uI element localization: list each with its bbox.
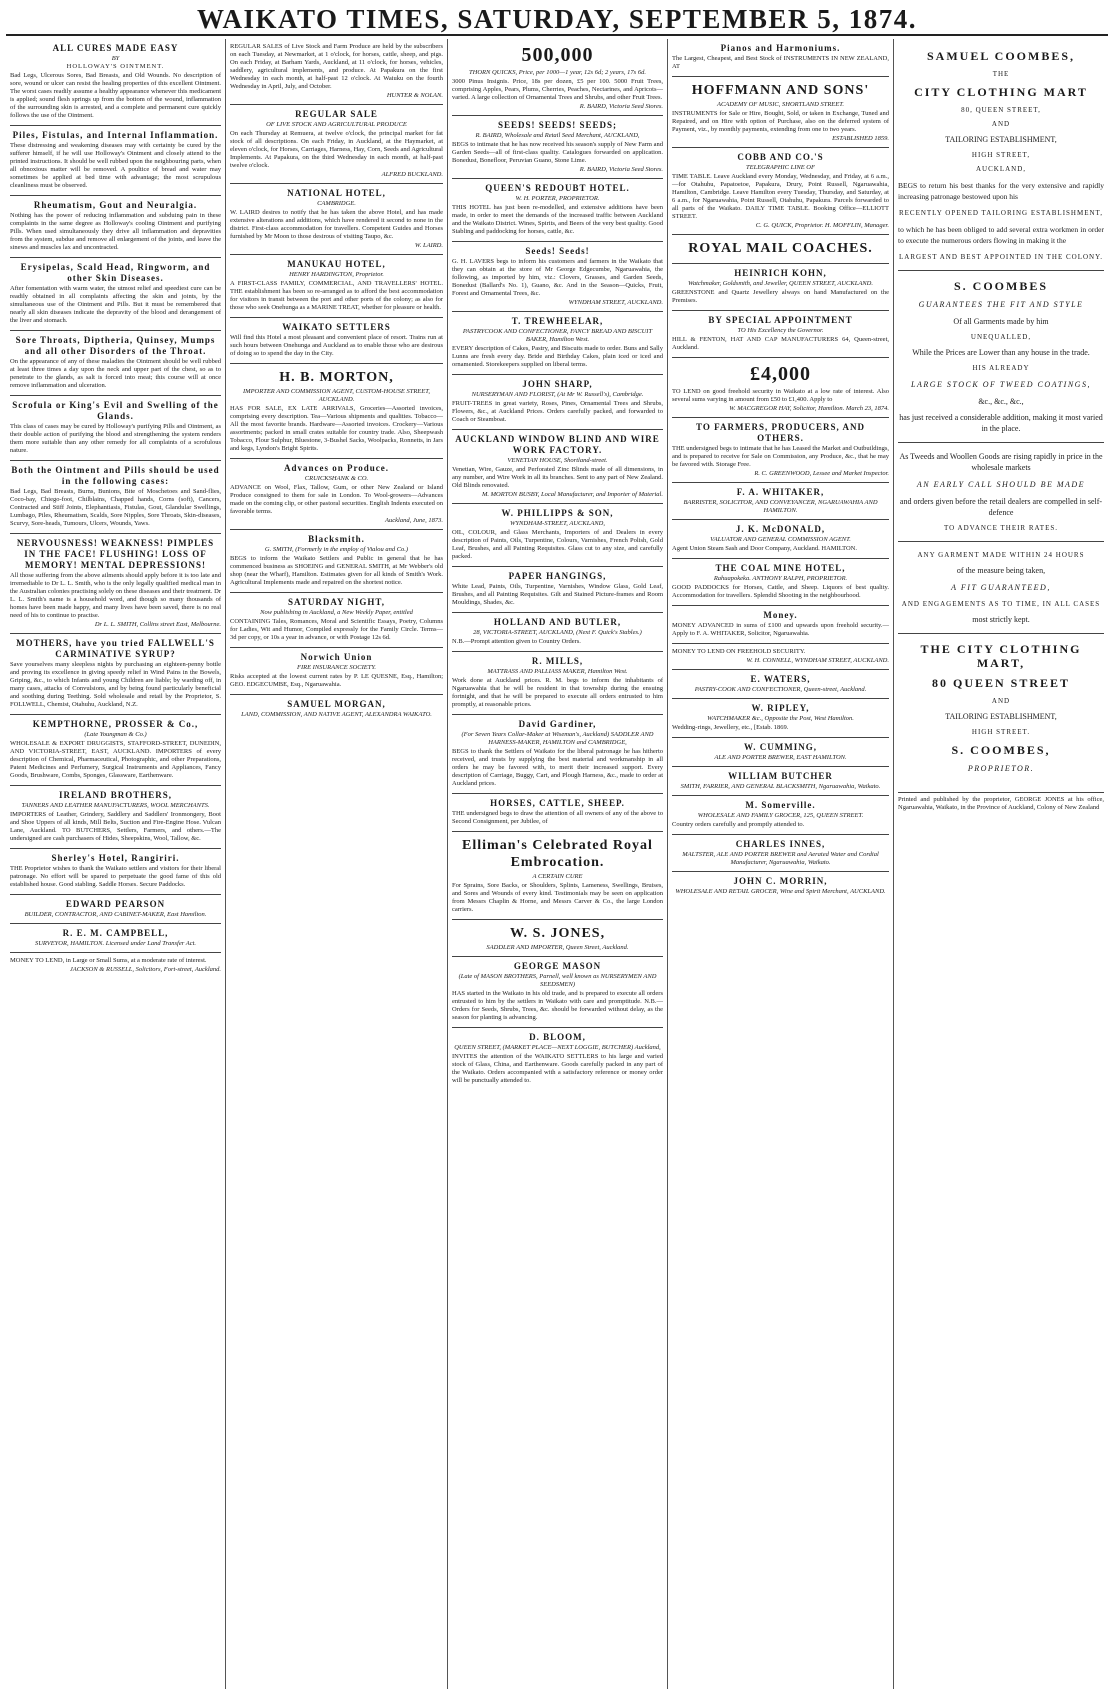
- ad-title: Both the Ointment and Pills should be used in the following cases:: [11, 465, 220, 486]
- ad-subtitle: PASTRYCOOK AND CONFECTIONER, FANCY BREAD AND BISCUIT BAKER, Hamilton West.: [462, 328, 653, 343]
- divider: [898, 270, 1104, 271]
- ad-subtitle: BY: [111, 55, 120, 62]
- ad-subtitle: WYNDHAM-STREET, AUCKLAND,: [510, 520, 605, 527]
- ad-title: W. CUMMING,: [744, 742, 817, 752]
- coombes-strictly: most strictly kept.: [972, 615, 1030, 624]
- advertisement: [672, 606, 889, 644]
- advertisement: [10, 786, 221, 849]
- ad-subtitle: BARRISTER, SOLICITOR, AND CONVEYANCER, NGARUAWAHIA AND HAMILTON.: [683, 499, 878, 514]
- ad-subtitle: BUILDER, CONTRACTOR, AND CABINET-MAKER, East Hamilton.: [24, 911, 207, 918]
- ad-subtitle: (For Seven Years Collar-Maker at Wiseman's, Auckland) SADDLER AND HARNESS-MAKER, HAMILTON and CAMBRIDGE,: [461, 731, 654, 746]
- ad-body-text: THE Proprietor wishes to thank the Waikato settlers and visitors for their liberal patronage. No effort will be spared to perpetuate the good fame of this old established house. Good stabling. Saddle Horses. Secure Paddocks.: [10, 865, 221, 888]
- ad-title: £4,000: [750, 363, 811, 385]
- ad-subtitle: Watchmaker, Goldsmith, and Jeweller, QUEEN STREET, AUCKLAND.: [688, 280, 873, 287]
- ad-body-text: ADVANCE on Wool, Flax, Tallow, Gum, or other New Zealand or Island Produce consigned to them for sale in London. To Wool-growers—Advances made on the coming clip, or other pastoral securities. English Indents executed on favorable terms.: [230, 484, 443, 515]
- coombes-auckland: AUCKLAND,: [975, 165, 1027, 173]
- ad-subtitle: WHOLESALE AND RETAIL GROCER, Wine and Spirit Merchant, AUCKLAND.: [675, 888, 886, 895]
- ad-title: EDWARD PEARSON: [65, 899, 166, 909]
- coombes-high-street: HIGH STREET,: [971, 151, 1031, 159]
- ad-subtitle: WATCHMAKER &c., Opposite the Post, West Hamilton.: [707, 715, 854, 722]
- ad-body-text: HAS started in the Waikato in his old trade, and is prepared to execute all orders entrusted to him by the settlers in Waikato with care and promptitude. N.B.—Orders for Seeds, Shrubs, Trees, &c. should be forwarded without delay, as the season for planting is advancing.: [452, 990, 663, 1021]
- divider: [898, 541, 1104, 542]
- advertisement: [10, 953, 221, 978]
- ad-signature: R. BAIRD, Victoria Seed Stores.: [579, 166, 663, 173]
- advertisement: [672, 835, 889, 872]
- ad-subtitle: WHOLESALE AND FAMILY GROCER, 125, QUEEN STREET.: [697, 812, 864, 819]
- coombes-already: HIS ALREADY: [972, 364, 1030, 372]
- ad-title: Rheumatism, Gout and Neuralgia.: [33, 200, 198, 210]
- ad-body-text: INSTRUMENTS for Sale or Hire, Bought, Sold, or taken in Exchange, Tuned and Repaired, and on Hire with option of Purchase, also on the deferred system of Payment, viz., by monthly payments, extending from one to two years.: [672, 110, 889, 133]
- advertisement: [452, 613, 663, 652]
- coombes-addition: has just received a considerable addition, making it most varied in the place.: [899, 413, 1103, 433]
- ad-subtitle: THORN QUICKS, Price, per 1000—1 year, 12s 6d; 2 years, 17s 6d.: [469, 69, 646, 76]
- coombes-title: SAMUEL COOMBES,: [926, 49, 1076, 63]
- ad-body-text: N.B.—Prompt attention given to Country Orders.: [452, 638, 581, 645]
- ad-title: WAIKATO SETTLERS: [282, 322, 391, 332]
- ad-body-text: On the appearance of any of these maladies the Ointment should be well rubbed at least three times a day upon the neck and upper part of the chest, so as to penetrate to the glands, as salt is forced into meat; this course will at once remove inflammation and ulceration.: [10, 358, 221, 389]
- ad-title: ALL CURES MADE EASY: [52, 43, 179, 53]
- ad-title: F. A. WHITAKER,: [736, 487, 825, 497]
- ad-signature: Auckland, June, 1873.: [385, 517, 443, 524]
- advertisement: [672, 418, 889, 483]
- ad-signature: ESTABLISHED 1859.: [832, 135, 889, 142]
- ad-subtitle: W. H. PORTER, PROPRIETOR.: [515, 195, 600, 202]
- ad-subtitle: SADDLER AND IMPORTER, Queen Street, Auckland.: [486, 944, 629, 951]
- ad-signature: R. C. GREENWOOD, Lessee and Market Inspector.: [754, 470, 889, 477]
- column-3: [448, 39, 668, 1689]
- ad-signature: WYNDHAM STREET, AUCKLAND.: [568, 299, 663, 306]
- coombes-largest: LARGEST AND BEST APPOINTED IN THE COLONY.: [898, 253, 1104, 261]
- ad-title: NERVOUSNESS! WEAKNESS! PIMPLES IN THE FACE! FLUSHING! LOSS OF MEMORY! MENTAL DEPRESSIONS!: [16, 538, 215, 570]
- ad-title: Seeds! Seeds!: [525, 246, 590, 256]
- columns: [6, 39, 1108, 1689]
- ad-title: E. WATERS,: [750, 674, 811, 684]
- advertisement: [10, 924, 221, 953]
- coombes-high-street-2: HIGH STREET.: [971, 728, 1031, 736]
- ad-body-text: BEGS to intimate that he has now received his season's supply of New Farm and Garden Seeds—all of first-class quality. Catalogues forwarded on application. Bonedust, Bonefloor, Peruvian Guano, Stone Lime.: [452, 141, 663, 164]
- ad-body-text: Bad Legs, Ulcerous Sores, Bad Breasts, and Old Wounds. No description of sore, wound or ulcer can resist the healing properties of this excellent Ointment. The worst cases readily assume a healthy appearance whenever this medicament is applied; sound flesh springs up from the bottom of the wound, inflammation of the surrounding skin is arrested, and a complete and permanent cure quickly follows the use of the Ointment.: [10, 72, 221, 119]
- ad-title: GEORGE MASON: [513, 961, 602, 971]
- coombes-proprietor: PROPRIETOR.: [967, 764, 1035, 773]
- coombes-mart-2: THE CITY CLOTHING MART,: [920, 642, 1082, 670]
- advertisement: [452, 794, 663, 832]
- ad-subtitle: OF LIVE STOCK AND AGRICULTURAL PRODUCE: [266, 121, 407, 128]
- advertisement: [452, 504, 663, 567]
- advertisement: [230, 648, 443, 695]
- ad-subtitle: (Late of MASON BROTHERS, Parnell, well known as NURSERYMEN AND SEEDSMEN): [458, 973, 657, 988]
- coombes-dealers: and orders given before the retail dealers are compelled in self-defence: [899, 497, 1103, 517]
- ad-body-text: REGULAR SALES of Live Stock and Farm Produce are held by the subscribers on each Tuesday, at Newmarket, at 1 o'clock, for horses, cattle, sheep, and pigs. On each Friday, at Barham Yards, Auckland, at 11 o'clock, for horses, vehicles, saddlery, agricultural implements, and produce. At Papakura on the first Wednesday in each month, at half-past 12 o'clock. At Waiuku on the fourth Wednesday in April, July, and October.: [230, 43, 443, 90]
- ad-title: QUEEN'S REDOUBT HOTEL.: [485, 183, 630, 193]
- ad-title: KEMPTHORNE, PROSSER & Co.,: [32, 719, 199, 729]
- advertisement: [452, 920, 663, 957]
- ad-subtitle: VENETIAN HOUSE, Shortland-street.: [507, 457, 608, 464]
- advertisement: [672, 483, 889, 520]
- ad-title: CHARLES INNES,: [735, 839, 826, 849]
- ad-body-text: GREENSTONE and Quartz Jewellery always on hand Manufactured on the Premises.: [672, 289, 889, 304]
- advertisement: [10, 895, 221, 924]
- ad-body-text: All those suffering from the above ailments should apply before it is too late and irremediable to Dr L. L. Smith, who is the only legally qualified medical man in the Australian colonies practising solely on these diseases and their treatment. Dr L. L. Smith's name is a household word, and though so many thousands of homes have been made happy, and many lives have been saved, there is no real need of his to continue to practise.: [10, 572, 221, 619]
- ad-subtitle: FIRE INSURANCE SOCIETY.: [296, 664, 377, 671]
- advertisement: [672, 872, 889, 900]
- ad-title: Erysipelas, Scald Head, Ringworm, and other Skin Diseases.: [20, 262, 211, 283]
- ad-signature: JACKSON & RUSSELL, Solicitors, Fort-street, Auckland.: [69, 966, 221, 973]
- ad-subtitle: SURVEYOR, HAMILTON. Licensed under Land Transfer Act.: [34, 940, 197, 947]
- ad-body-text: On each Thursday at Remuera, at twelve o'clock, the principal market for fat stock of all descriptions. On each Friday, in Auckland, at the Haymarket, at eleven o'clock, for Horses, Carriages, Harness, Hay, Corn, Seeds and Agricultural Implements. At Papakura, on the third Wednesday in each month, at half-past twelve o'clock.: [230, 130, 443, 169]
- ad-subtitle: PASTRY-COOK AND CONFECTIONER, Queen-street, Auckland.: [694, 686, 867, 693]
- ad-signature: HUNTER & NOLAN.: [386, 92, 443, 99]
- ad-title: REGULAR SALE: [295, 109, 378, 119]
- advertisement: [230, 318, 443, 364]
- ad-title: Norwich Union: [300, 652, 373, 662]
- ad-body-text: After fomentation with warm water, the utmost relief and speediest cure can be readily obtained in all complaints affecting the skin and joints, by the simultaneous use of the Ointment and Pills. But it must be remembered that nearly all skin diseases indicate the depravity of the blood and derangement of the liver and stomach.: [10, 285, 221, 324]
- ad-body-text: Bad Legs, Bad Breasts, Burns, Bunions, Bite of Moschetoes and Sand-flies, Coco-bay, Chiego-foot, Chilblains, Chapped hands, Corns (soft), Cancers, Contracted and Stiff Joints, Elephantiasis, Fistulas, Gout, Glandular Swellings, Lumbago, Piles, Rheumatism, Scalds, Sore Nipples, Sore Throats, Skin-diseases, Scurvy, Sore-heads, Tumours, Ulcers, Wounds, Yaws.: [10, 488, 221, 527]
- advertisement: [230, 184, 443, 255]
- divider: [898, 442, 1104, 443]
- ad-title: T. TREWHEELAR,: [511, 316, 604, 326]
- ad-body-text: Country orders carefully and promptly attended to.: [672, 821, 805, 828]
- advertisement: [230, 105, 443, 184]
- coombes-early-call: AN EARLY CALL SHOULD BE MADE: [916, 480, 1086, 489]
- ad-title: D. BLOOM,: [529, 1032, 586, 1042]
- ad-title: Elliman's Celebrated Royal Embrocation.: [462, 838, 653, 870]
- ad-subtitle: HENRY HARDINGTON, Proprietor.: [289, 271, 384, 278]
- column-5-coombes-advertisement: [894, 39, 1108, 1689]
- advertisement: [452, 375, 663, 430]
- column-1: [6, 39, 226, 1689]
- advertisement: [10, 534, 221, 634]
- advertisement: [672, 264, 889, 311]
- advertisement: [672, 670, 889, 699]
- coombes-name-2: S. COOMBES,: [951, 743, 1051, 757]
- ad-signature: W. LAIRD.: [414, 242, 443, 249]
- ad-subtitle: (Late Youngman & Co.): [84, 731, 147, 738]
- ad-body-text: THIS HOTEL has just been re-modelled, and extensive additions have been made, in order to meet the demands of the increased traffic between Auckland and the Waikato District. Wines, Spirits, and Beers of the very best quality. Good Stabling and paddocking for horses, cattle, &c.: [452, 204, 663, 235]
- ad-subtitle: G. SMITH, (Formerly in the employ of Vialou and Co.): [264, 546, 409, 553]
- ad-body-text: These distressing and weakening diseases may with certainty be cured by the sufferer himself, if he will use Holloway's Ointment and closely attend to the printed instructions. It should be well rubbed upon the neighbouring parts, when all obnoxious matter will be removed. A poultice of bread and water may sometimes be applied at bed time with advantage; the most scrupulous cleanliness must be observed.: [10, 142, 221, 189]
- ad-title: R. E. M. CAMPBELL,: [62, 928, 169, 938]
- ad-title: 500,000: [521, 44, 594, 66]
- ad-subtitle: QUEEN STREET, (MARKET PLACE—NEXT LOGGIE, BUTCHER) Auckland,: [454, 1044, 661, 1051]
- coombes-large-stock: LARGE STOCK OF TWEED COATINGS,: [911, 380, 1091, 389]
- ad-title: Sherley's Hotel, Rangiriri.: [51, 853, 180, 863]
- ad-subtitle-2: HOLLOWAY'S OINTMENT.: [66, 63, 165, 70]
- coombes-garments: Of all Garments made by him: [953, 317, 1049, 326]
- advertisement: [10, 461, 221, 534]
- ad-subtitle: VALUATOR AND GENERAL COMMISSION AGENT.: [710, 536, 851, 543]
- ad-body-text: MONEY TO LEND ON FREEHOLD SECURITY.: [672, 648, 806, 655]
- advertisement: [452, 312, 663, 375]
- advertisement: [452, 179, 663, 242]
- advertisement: [10, 258, 221, 331]
- advertisement: [10, 331, 221, 396]
- ad-subtitle: Rahuapokeka. ANTHONY RALPH, PROPRIETOR.: [713, 575, 848, 582]
- column-2: [226, 39, 448, 1689]
- ad-title: W. S. JONES,: [509, 926, 606, 941]
- advertisement: [452, 715, 663, 794]
- advertisement: [10, 196, 221, 258]
- ad-subtitle: TANNERS AND LEATHER MANUFACTURERS, WOOL MERCHANTS.: [21, 802, 210, 809]
- ad-body-text: IMPORTERS of Leather, Grindery, Saddlery and Saddlers' Ironmongery, Boot and Shoe Uppers of all kinds, Mill Belts, Suction and Fire-Engine Hose. Vulcan Lane, Auckland. TO BUTCHERS, Settlers, Farmers, and others.—The undersigned are cash purchasers of Hides, Sheepskins, Wool, Tallow, &c.: [10, 811, 221, 842]
- coombes-tailoring-2: TAILORING ESTABLISHMENT,: [945, 712, 1057, 721]
- advertisement: [672, 148, 889, 235]
- ad-signature: Dr L. L. SMITH, Collins street East, Melbourne.: [94, 621, 221, 628]
- ad-body-text: WHOLESALE & EXPORT DRUGGISTS, STAFFORD-STREET, DUNEDIN, AND VICTORIA-STREET, EAST, AUCKLAND. IMPORTERS of every description of Chemical, Pharmaceutical, Photographic, and other Preparations, Patent Medicines and Perfumery, Surgical Instruments and Appliances, Fancy Goods, Brushware, Combs, Sponges, Glassware, Earthenware.: [10, 740, 221, 779]
- advertisement: [10, 126, 221, 196]
- ad-subtitle: MALTSTER, ALE AND PORTER BREWER and Aerated Water and Cordial Manufacturer, Ngaruawahia, Waikato.: [682, 851, 879, 866]
- ad-title: TO FARMERS, PRODUCERS, AND OTHERS.: [696, 422, 865, 443]
- advertisement: [672, 796, 889, 835]
- coombes-24-hours: ANY GARMENT MADE WITHIN 24 HOURS: [917, 551, 1085, 559]
- ad-title: MOTHERS, have you tried FALLWELL'S CARMINATIVE SYRUP?: [16, 638, 215, 659]
- ad-subtitle: ACADEMY OF MUSIC, SHORTLAND STREET.: [717, 101, 844, 108]
- ad-title: THE COAL MINE HOTEL,: [715, 563, 846, 573]
- ad-subtitle: TO His Excellency the Governor.: [737, 327, 824, 334]
- advertisement: [672, 235, 889, 264]
- ad-title: HORSES, CATTLE, SHEEP.: [490, 798, 625, 808]
- masthead: WAIKATO TIMES, SATURDAY, SEPTEMBER 5, 1874.: [6, 4, 1108, 36]
- advertisement: [452, 567, 663, 613]
- ad-signature: W. H. CONNELL, WYNDHAM STREET, AUCKLAND.: [746, 657, 889, 664]
- ad-title: JOHN C. MORRIN,: [733, 876, 828, 886]
- advertisement: [672, 767, 889, 796]
- advertisement: [452, 652, 663, 715]
- ad-subtitle: LAND, COMMISSION, AND NATIVE AGENT, ALEXANDRA WAIKATO.: [241, 711, 432, 718]
- advertisement: [230, 530, 443, 593]
- imprint-footer: Printed and published by the proprietor, GEORGE JONES at his office, Ngaruawahia, Waikato, in the Province of Auckland, Colony of New Zealand: [898, 792, 1104, 812]
- coombes-and: AND: [991, 120, 1011, 128]
- coombes-advertisement: [898, 39, 1104, 784]
- ad-title: BY SPECIAL APPOINTMENT: [708, 315, 853, 325]
- ad-body-text: MONEY TO LEND, in Large or Small Sums, at a moderate rate of interest.: [10, 957, 207, 964]
- advertisement: [672, 77, 889, 148]
- advertisement: [672, 644, 889, 670]
- ad-body-text: CONTAINING Tales, Romances, Moral and Scientific Essays, Poetry, Columns for Ladies, Wit and Humor, Compiled expressly for the Family Circle. Terms—3d per copy, or 10s a year in advance, or with Postage 12s 6d.: [230, 618, 443, 641]
- ad-body-text: BEGS to inform the Waikato Settlers and Public in general that he has commenced business as SHOEING and GENERAL SMITH, at Mr Webber's old shop (near the Wharf), Hamilton. Estimates given for all kinds of Smith's Work. Agricultural Implements made and repaired on the shortest notice.: [230, 555, 443, 586]
- ad-title: W. RIPLEY,: [751, 703, 810, 713]
- ad-body-text: Save yourselves many sleepless nights by purchasing an eighteen-penny bottle and proving its excellence in giving speedy relief in Wind Pains in the Bowels, Griping, &c., to which Infants and young Children are liable; by warding off, in many cases, attacks of Convulsions, and by being found particularly beneficial and soothing during Teething. Sold wholesale and retail by the Proprietor, S. FOLLWELL, Chemist, Otahuhu, Auckland, N.Z.: [10, 661, 221, 708]
- ad-body-text: HAS FOR SALE, EX LATE ARRIVALS, Groceries—Assorted invoices, comprising every description. Tea—Various shipments and qualities. Tobacco—All the most favorite brands. Hardware—Assorted invoices. Crockery—Various assortments; packed in small crates suitable for country trade. Also, Sheepwash Tobacco, Flour Sulphur, Bluestone, 3-Bushel Sacks, Woolpacks, Ronnetts, in Jars and kegs, Lyndon's Bright Spirits.: [230, 405, 443, 452]
- advertisement: [10, 849, 221, 895]
- coombes-unequalled: UNEQUALLED,: [970, 333, 1032, 341]
- coombes-fit: A FIT GUARANTEED,: [951, 583, 1051, 592]
- ad-title: M. Somerville.: [745, 800, 816, 810]
- ad-title: Blacksmith.: [308, 534, 365, 544]
- ad-signature: R. BAIRD, Victoria Seed Stores.: [579, 103, 663, 110]
- advertisement: [10, 396, 221, 461]
- ad-title: Money.: [763, 610, 798, 620]
- ad-subtitle: Now publishing in Auckland, a New Weekly Paper, entitled: [260, 609, 413, 616]
- ad-body-text: GOOD PADDOCKS for Horses, Cattle, and Sheep. Liquors of best quality. Accommodation for travellers. Splendid Shooting in the neighbourhood.: [672, 584, 889, 599]
- ad-subtitle: 28, VICTORIA-STREET, AUCKLAND, (Next F. Quick's Stables.): [473, 629, 642, 636]
- coombes-order: to which he has been obliged to add several extra workmen in order to execute the numerous orders flowing in making it the: [898, 225, 1104, 245]
- ad-title: HOLLAND AND BUTLER,: [493, 617, 622, 627]
- ad-body-text: FRUIT-TREES in great variety, Roses, Pines, Ornamental Trees and Shrubs, Flowers, &c., at Auckland Prices. Orders carefully packed, and forwarded to Coach or Steamboat.: [452, 400, 663, 423]
- ad-subtitle: ALE AND PORTER BREWER, EAST HAMILTON.: [714, 754, 847, 761]
- ad-body-text: G. H. LAVERS begs to inform his customers and farmers in the Waikato that they can obtain at the store of Mr George Edgecumbe, Ngaruawahia, the following, as imported by him, viz.: Clovers, Grasses, and Garden Seeds, Bonedust (Ballard's No. 1), Guano, &c. And in the Season—Quicks, Fruit, Forest and Ornamental Trees, &c.: [452, 258, 663, 297]
- coombes-address: 80, QUEEN STREET,: [961, 106, 1041, 114]
- advertisement: [452, 242, 663, 312]
- ad-subtitle: TELEGRAPHIC LINE OF: [746, 164, 815, 171]
- ad-body-text: 3000 Pinus Insignis. Price, 18s per dozen, £5 per 100. 5000 Fruit Trees, comprising Apples, Pears, Plums, Cherries, Peaches, Nectarines, and Apricots—varied. A large collection of Ornamental Trees and Shrubs, and other Fruit Trees.: [452, 78, 663, 101]
- ad-body-text: Risks accepted at the lowest current rates by P. LE QUESNE, Esq., Hamilton; GEO. EDGECUMBE, Esq., Ngaruawahia.: [230, 673, 443, 688]
- coombes-mart: CITY CLOTHING MART: [914, 85, 1088, 99]
- ad-body-text: For Sprains, Sore Backs, or Shoulders, Splints, Lameness, Swellings, Bruises, and Sores and Wounds of every kind. Testimonials may be seen on application from Messrs Chaplin & Horne, and Messrs Carver & Co., the large London carriers.: [452, 882, 663, 913]
- ad-subtitle: SMITH, FARRIER, AND GENERAL BLACKSMITH, Ngaruawahia, Waikato.: [680, 783, 881, 790]
- ad-title: Advances on Produce.: [283, 463, 390, 473]
- advertisement: [452, 957, 663, 1028]
- ad-body-text: THE undersigned begs to draw the attention of all owners of any of the above to Second Consignment, per Jubilee, of: [452, 810, 663, 825]
- ad-body-text: TIME TABLE. Leave Auckland every Monday, Wednesday, and Friday, at 6 a.m.,—for Otahuhu, Papatoetoe, Papakura, Drury, Point Russell, Ngaruawahia, Hamilton, Cambridge. Leave Hamilton every Tuesday, Thursday, and Saturday, at 6 a.m., for Ngaruawahia, Point Russell, Otahuhu, Papakura. Parcels forwarded to all parts of the Waikato. DAILY TIME TABLE. Booking Office—ELLIOTT STREET.: [672, 173, 889, 220]
- ad-body-text: This class of cases may be cured by Holloway's purifying Pills and Ointment, as their double action of purifying the blood and strengthening the system renders them more suitable than any other remedy for all complaints of a scrofulous nature.: [10, 423, 221, 454]
- ad-body-text: OIL, COLOUR, and Glass Merchants, Importers of and Dealers in every description of Paints, Oils, Turpentine, Colours, Varnishes, French Polish, Gold Leaf, Brushes, and all Painting Requisites. Glass cut to any size, and carefully packed.: [452, 529, 663, 560]
- ad-body-text: W. LAIRD desires to notify that he has taken the above Hotel, and has made extensive alterations and additions, which have rendered it second to none in the district. First-class accommodation for travellers. Competent Guides and Horses furnished by Mr Moon to those desirous of visiting Taupo, &c.: [230, 209, 443, 240]
- ad-body-text: HILL & FENTON, HAT AND CAP MANUFACTURERS 64, Queen-street, Auckland.: [672, 336, 889, 351]
- coombes-engagements: AND ENGAGEMENTS AS TO TIME, IN ALL CASES: [901, 600, 1101, 608]
- advertisement: [452, 39, 663, 116]
- ad-body-text: Agent Union Steam Sash and Door Company, Auckland. HAMILTON.: [672, 545, 857, 552]
- ad-title: HOFFMANN AND SONS': [691, 83, 870, 98]
- advertisement: [452, 832, 663, 920]
- advertisement: [672, 520, 889, 559]
- ad-title: NATIONAL HOTEL,: [287, 188, 386, 198]
- advertisement: [672, 738, 889, 767]
- coombes-prices: While the Prices are Lower than any house in the trade.: [912, 348, 1090, 357]
- ad-body-text: A FIRST-CLASS FAMILY, COMMERCIAL, AND TRAVELLERS' HOTEL. THE establishment has been so re-arranged as to afford the best accommodation for visitors in transit between the port and other ports of the colony; as also for those who seek Onehunga as a MARINE TREAT, whether for pleasure or health.: [230, 280, 443, 311]
- advertisement: [672, 559, 889, 606]
- coombes-the: THE: [992, 70, 1010, 78]
- advertisement: [10, 634, 221, 715]
- ad-title: W. PHILLIPPS & SON,: [501, 508, 614, 518]
- ad-signature: C. G. QUICK, Proprietor. H. MOFFLIN, Manager.: [755, 222, 889, 229]
- ad-title: COBB AND CO.'S: [737, 152, 824, 162]
- ad-subtitle: NURSERYMAN AND FLORIST, (At Mr W. Russell's), Cambridge.: [471, 391, 644, 398]
- coombes-begs: BEGS to return his best thanks for the very extensive and rapidly increasing patronage bestowed upon his: [898, 181, 1104, 201]
- ad-title: Sore Throats, Diptheria, Quinsey, Mumps and all other Disorders of the Throat.: [15, 335, 216, 356]
- ad-body-text: Work done at Auckland prices. R. M. begs to inform the inhabitants of Ngaruawahia that he will be resident in that township during the ensuing fortnight, and that he will be prepared to execute all orders entrusted to him promptly, at reasonable prices.: [452, 677, 663, 708]
- ad-body-text: TO LEND on good freehold security in Waikato at a low rate of interest. Also several sums varying in amount from £50 to £1,400. Apply to: [672, 388, 889, 403]
- advertisement: [230, 39, 443, 105]
- ad-title: MANUKAU HOTEL,: [287, 259, 386, 269]
- advertisement: [10, 715, 221, 786]
- advertisement: [672, 358, 889, 418]
- ad-title: SAMUEL MORGAN,: [287, 699, 386, 709]
- ad-title: SEEDS! SEEDS! SEEDS;: [497, 120, 618, 130]
- ad-body-text: The Largest, Cheapest, and Best Stock of INSTRUMENTS IN NEW ZEALAND, AT: [672, 55, 889, 70]
- ad-title: Piles, Fistulas, and Internal Inflammation.: [12, 130, 219, 140]
- ad-title: Scrofula or King's Evil and Swelling of the Glands.: [12, 400, 219, 421]
- ad-body-text: EVERY description of Cakes, Pastry, and Biscuits made to order. Buns and Sally Lunns are fresh every day. Bride and Birthday Cakes, plain iced or iced and ornamented. Storekeepers supplied on liberal terms.: [452, 345, 663, 368]
- ad-subtitle: A CERTAIN CURE: [532, 873, 583, 880]
- ad-subtitle: MATTRASS AND PALLIASS MAKER, Hamilton West.: [487, 668, 628, 675]
- ad-signature: W. MACGREGOR HAY, Solicitor, Hamilton. March 23, 1874.: [729, 405, 889, 412]
- coombes-and-2: AND: [991, 697, 1011, 705]
- coombes-recently: RECENTLY OPENED TAILORING ESTABLISHMENT,: [898, 209, 1104, 217]
- ad-title: AUCKLAND WINDOW BLIND AND WIRE WORK FACTORY.: [455, 434, 660, 455]
- ad-body-text: Venetian, Wire, Gauze, and Perforated Zinc Blinds made of all dimensions, in any number, and Wire Work in all its branches. Sent to any part of New Zealand. Old Blinds renovated.: [452, 466, 663, 489]
- coombes-etc: &c., &c., &c.,: [978, 397, 1024, 406]
- advertisement: [230, 364, 443, 459]
- coombes-guarantees: GUARANTEES THE FIT AND STYLE: [918, 300, 1084, 309]
- ad-body-text: Wedding-rings, Jewellery, etc., [Estab. 1869.: [672, 724, 789, 731]
- ad-title: David Gardiner,: [518, 719, 597, 729]
- ad-body-text: INVITES the attention of the WAIKATO SETTLERS to his large and varied stock of Glass, China, and Earthenware. Goods carefully packed in any part of the Waikato. Orders accompanied with a satisfactory reference or money order will be punctually attended to.: [452, 1053, 663, 1084]
- ad-title: SATURDAY NIGHT,: [287, 597, 385, 607]
- advertisement: [10, 39, 221, 126]
- divider: [898, 633, 1104, 634]
- ad-title: IRELAND BROTHERS,: [58, 790, 173, 800]
- ad-body-text: Nothing has the power of reducing inflammation and subduing pain in these complaints in the same degree as Holloway's cooling Ointment and purifying Pills. When used simultaneously they drive all inflammation and depravities from the system, subdue and remove all enlargement of the joints, and leave the sinews and muscles lax and uncontracted.: [10, 212, 221, 251]
- ad-body-text: BEGS to thank the Settlers of Waikato for the liberal patronage he has hitherto received, and trusts by supplying the best material and workmanship in all orders he may be favored with, to merit their increased support. Every description of Carriage, Buggy, Cart, and Plough Harness, &c., made to order at Auckland prices.: [452, 748, 663, 787]
- advertisement: [452, 1028, 663, 1090]
- advertisement: [672, 699, 889, 738]
- advertisement: [672, 39, 889, 77]
- advertisement: [230, 255, 443, 318]
- ad-title: R. MILLS,: [531, 656, 584, 666]
- ad-body-text: MONEY ADVANCED in sums of £100 and upwards upon freehold security.—Apply to F. A. WHITAKER, Solicitor, Ngaruawahia.: [672, 622, 889, 637]
- ad-title: J. K. McDONALD,: [735, 524, 826, 534]
- advertisement: [230, 593, 443, 648]
- advertisement: [452, 430, 663, 504]
- ad-subtitle: IMPORTER AND COMMISSION AGENT, CUSTOM-HOUSE STREET, AUCKLAND.: [243, 388, 430, 403]
- advertisement: [230, 459, 443, 530]
- coombes-name: S. COOMBES: [953, 279, 1048, 293]
- ad-title: WILLIAM BUTCHER: [728, 771, 833, 781]
- advertisement: [452, 116, 663, 179]
- ad-title: PAPER HANGINGS,: [508, 571, 607, 581]
- ad-body-text: Will find this Hotel a most pleasant and convenient place of resort. Trains run at such hours between Onehunga and Auckland as to enable those who are desirous of doing so to spend the day in the City.: [230, 334, 443, 357]
- ad-title: JOHN SHARP,: [522, 379, 593, 389]
- advertisement: [672, 311, 889, 358]
- ad-title: H. B. MORTON,: [279, 370, 394, 385]
- ad-title: Pianos and Harmoniums.: [720, 43, 841, 53]
- coombes-advance: TO ADVANCE THEIR RATES.: [943, 524, 1058, 532]
- column-4: [668, 39, 894, 1689]
- ad-subtitle: R. BAIRD, Wholesale and Retail Seed Merchant, AUCKLAND,: [475, 132, 640, 139]
- coombes-measure: of the measure being taken,: [956, 566, 1046, 575]
- ad-signature: M. MORTON BUSBY, Local Manufacturer, and Importer of Material.: [481, 491, 663, 498]
- coombes-tailoring: TAILORING ESTABLISHMENT,: [945, 135, 1057, 144]
- ad-signature: ALFRED BUCKLAND.: [381, 171, 443, 178]
- advertisement: [230, 695, 443, 723]
- ad-subtitle: CAMBRIDGE.: [317, 200, 356, 207]
- ad-subtitle: CRUICKSHANK & CO.: [304, 475, 369, 482]
- ad-title: ROYAL MAIL COACHES.: [688, 241, 873, 256]
- coombes-queen-street: 80 QUEEN STREET: [931, 676, 1071, 690]
- ad-body-text: White Lead, Paints, Oils, Turpentine, Varnishes, Window Glass, Gold Leaf, Brushes, and all Painting Requisites. Gilt and Stained Picture-frames and Room Mouldings, Shades, &c.: [452, 583, 663, 606]
- coombes-tweeds: As Tweeds and Woollen Goods are rising rapidly in price in the wholesale markets: [899, 452, 1103, 472]
- ad-title: HEINRICH KOHN,: [734, 268, 827, 278]
- ad-body-text: THE undersigned begs to intimate that he has Leased the Market and Outbuildings, and is prepared to receive for Sale on Commission, any Produce, &c., that he may be favored with. Storage Free.: [672, 445, 889, 468]
